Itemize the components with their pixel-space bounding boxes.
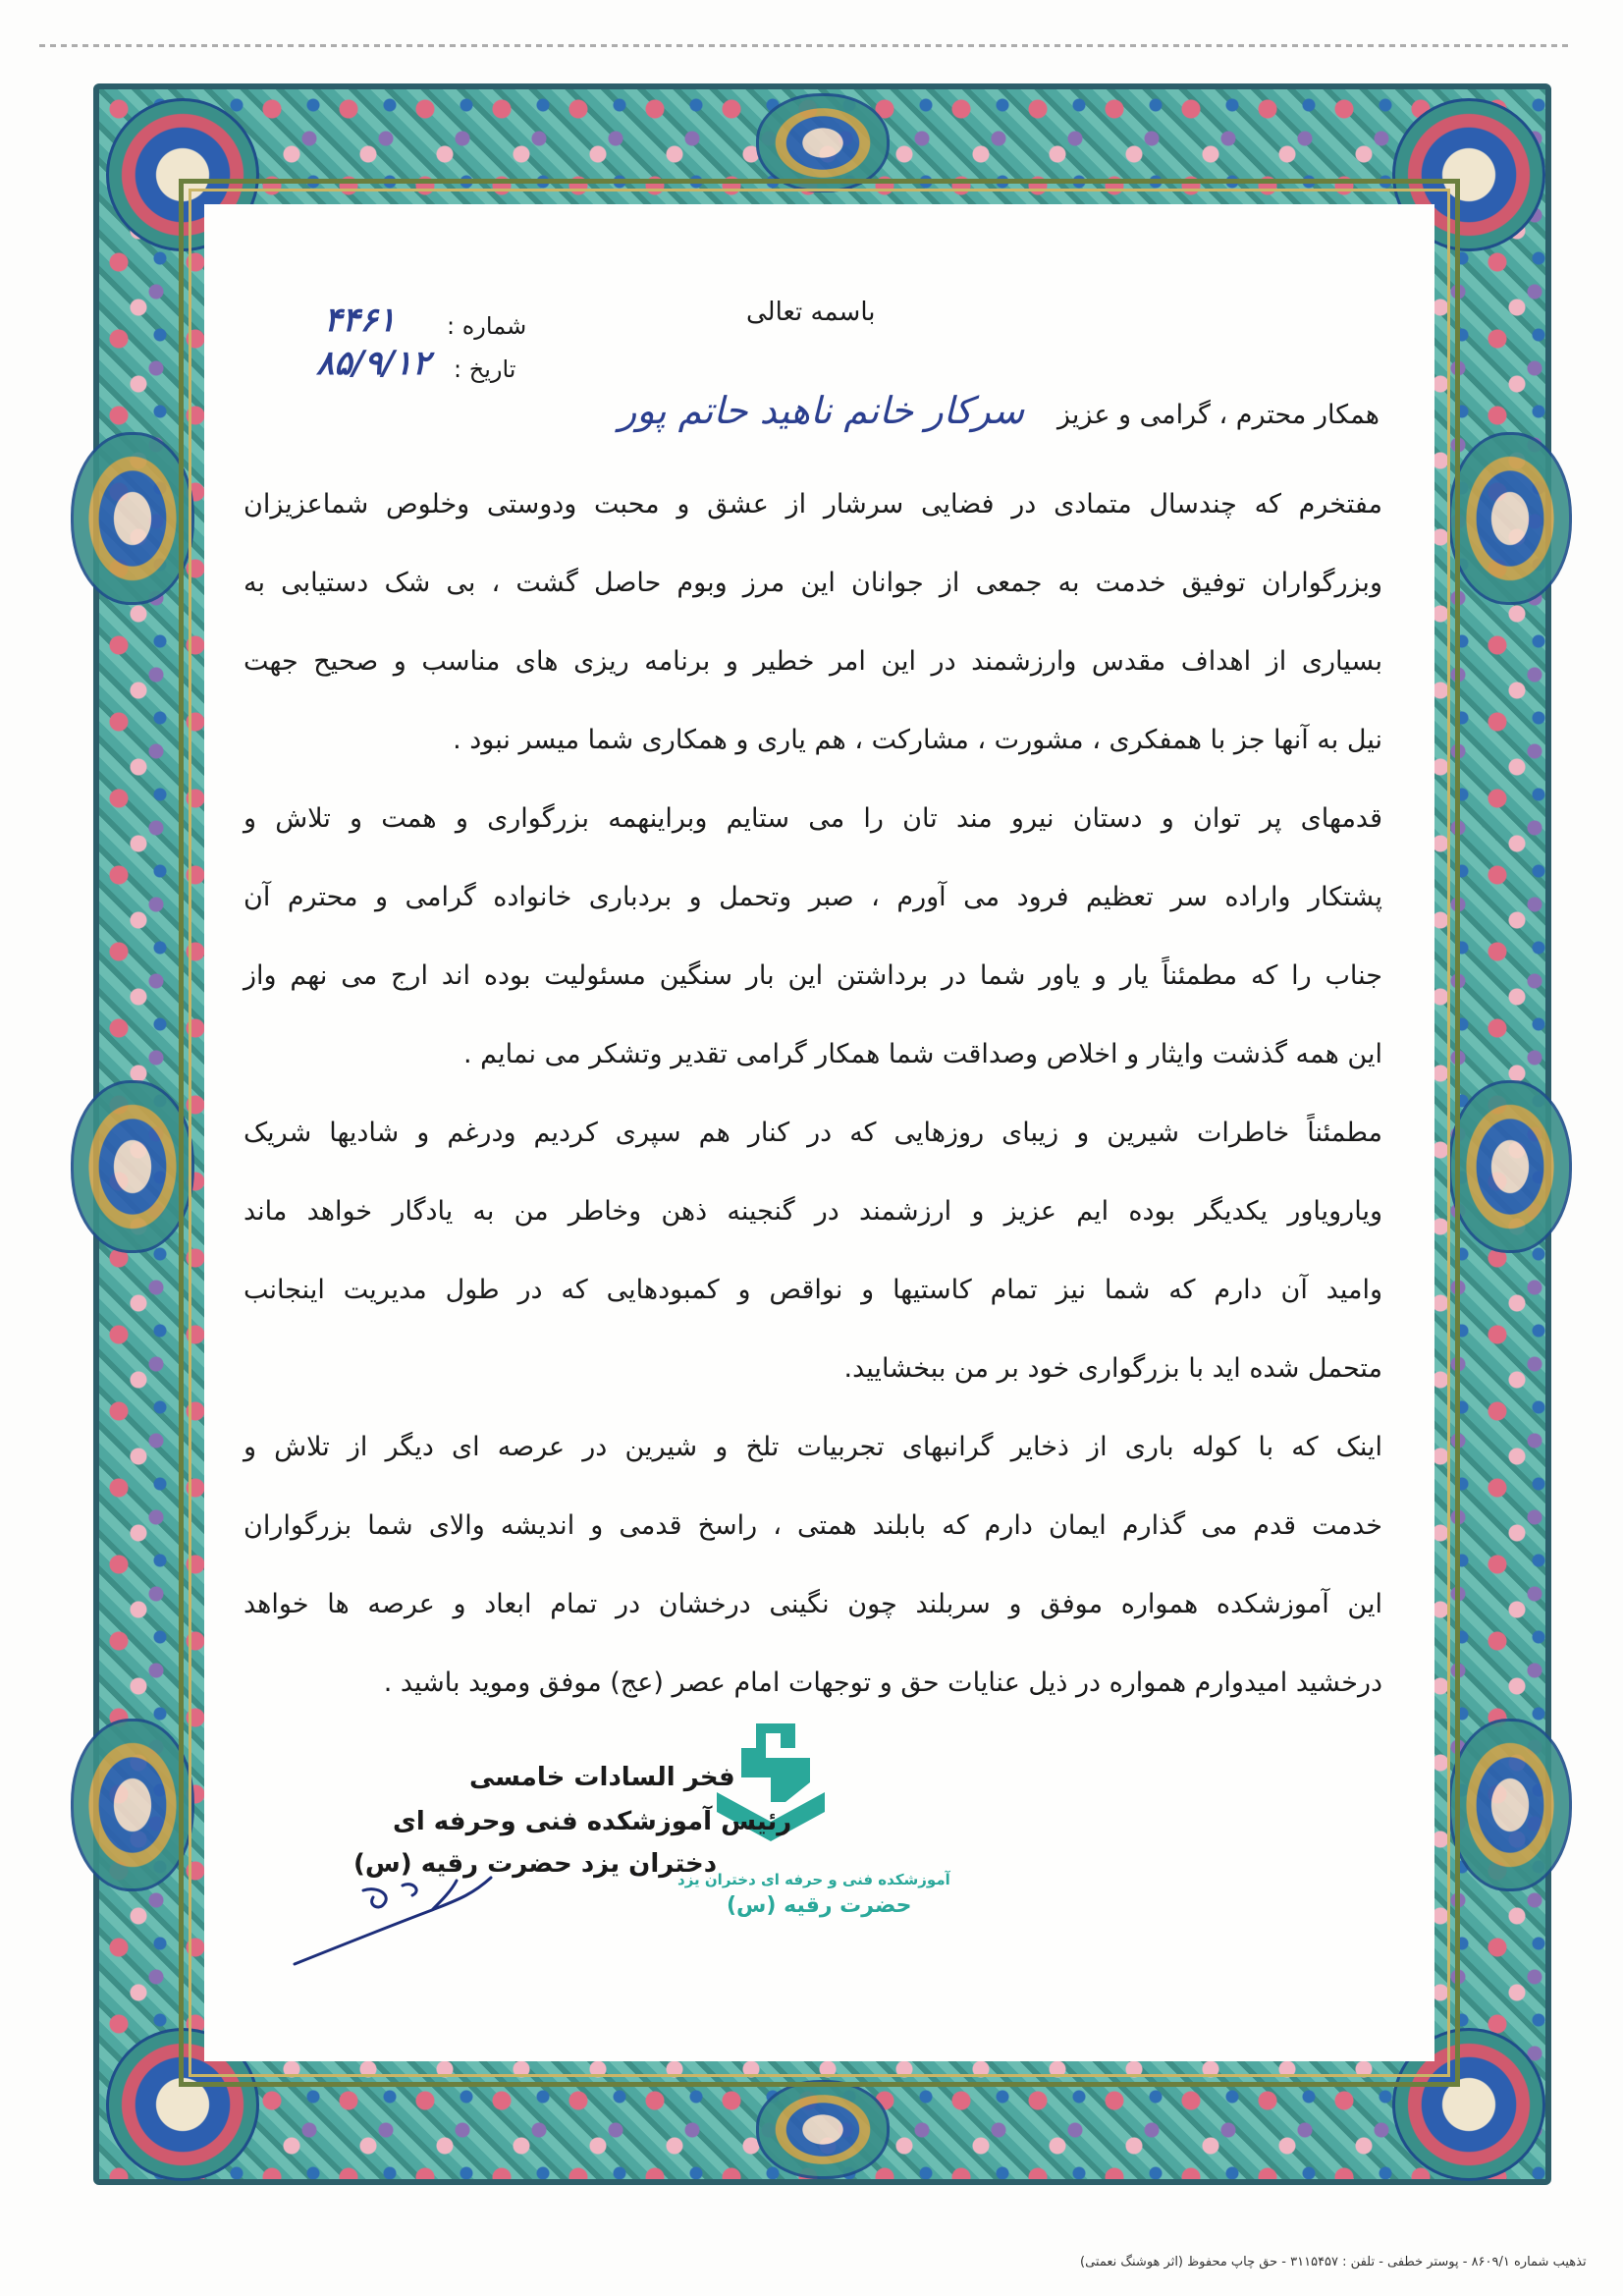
top-medallion xyxy=(756,93,890,192)
printer-footer: تذهیب شماره ۸۶۰۹/۱ - پوستر خطفی - تلفن : ۳۱۱۵۴۵۷ - حق چاپ محفوظ (اثر هوشنگ نعمتی) xyxy=(1080,2255,1587,2269)
signer-name: فخر السادات خامسی xyxy=(469,1763,735,1792)
salutation-prefix: همکار محترم ، گرامی و عزیز xyxy=(1057,400,1380,430)
body-line: متحمل شده اید با بزرگواری خود بر من ببخشایید. xyxy=(843,1353,1382,1384)
bottom-medallion xyxy=(756,2080,890,2179)
body-line: پشتکار واراده سر تعظیم فرود می آورم ، صبر وتحمل و بردباری خانواده گرامی و محترم آن xyxy=(243,882,1382,912)
recipient-name-handwritten: سرکار خانم ناهید حاتم پور xyxy=(619,389,1025,432)
right-medallion-3 xyxy=(1448,1719,1572,1891)
body-line: این آموزشکده همواره موفق و سربلند چون نگینی درخشان در تمام ابعاد و عرصه ها خواهد xyxy=(243,1589,1382,1619)
left-medallion-2 xyxy=(71,1080,194,1253)
handwritten-signature xyxy=(285,1866,530,1974)
body-line: ویارویاور یکدیگر بوده ایم عزیز و ارزشمند در گنجینه ذهن وخاطر من به یادگار خواهد ماند xyxy=(243,1196,1382,1227)
body-line: وبزرگواران توفیق خدمت به جمعی از جوانان این مرز وبوم حاصل گشت ، بی شک دستیابی به xyxy=(243,568,1382,598)
body-line: بسیاری از اهداف مقدس وارزشمند در این امر خطیر و برنامه ریزی های مناسب و صحیح جهت xyxy=(243,646,1382,677)
invocation: باسمه تعالی xyxy=(746,298,876,327)
body-line: مفتخرم که چندسال متمادی در فضایی سرشار از عشق و محبت ودوستی وخلوص شماعزیزان xyxy=(243,489,1382,519)
body-line: خدمت قدم می گذارم ایمان دارم که بابلند همتی ، راسخ قدمی و اندیشه والای شما بزرگواران xyxy=(243,1510,1382,1541)
signer-title: رئیس آموزشکده فنی وحرفه ای xyxy=(393,1807,792,1836)
body-line: وامید آن دارم که شما نیز تمام کاستیها و نواقص و کمبودهایی که در طول مدیریت اینجانب xyxy=(243,1275,1382,1305)
left-medallion-3 xyxy=(71,1719,194,1891)
body-line: اینک که با کوله باری از ذخایر گرانبهای تجربیات تلخ و شیرین در عرصه ای دیگر از تلاش و xyxy=(243,1432,1382,1462)
right-medallion-2 xyxy=(1448,1080,1572,1253)
date-value: ۸۵/۹/۱۲ xyxy=(316,344,431,383)
date-label: تاریخ : xyxy=(454,355,516,383)
body-line: جناب را که مطمئناً یار و یاور شما در برداشتن این بار سنگین مسئولیت بوده اند ارج می نهم واز xyxy=(243,960,1382,991)
body-line: مطمئناً خاطرات شیرین و زیبای روزهایی که در کنار هم سپری کردیم ودرغم و شادیها شریک xyxy=(243,1118,1382,1148)
body-line: نیل به آنها جز با همفکری ، مشورت ، مشارکت ، هم یاری و همکاری شما میسر نبود . xyxy=(453,725,1382,755)
left-medallion-1 xyxy=(71,432,194,605)
right-medallion-1 xyxy=(1448,432,1572,605)
body-line: این همه گذشت وایثار و اخلاص وصداقت شما همکار گرامی تقدیر وتشکر می نمایم . xyxy=(462,1039,1382,1069)
scan-artifact-line xyxy=(39,44,1571,47)
body-line: قدمهای پر توان و دستان نیرو مند تان را می ستایم وبراینهمه بزرگواری و همت و تلاش و xyxy=(243,803,1382,834)
seal-text-line2: حضرت رقیه (س) xyxy=(727,1893,912,1918)
number-label: شماره : xyxy=(447,312,527,340)
seal-text-line1: آموزشکده فنی و حرفه ای دختران یزد xyxy=(677,1871,950,1888)
signer-institution: دختران یزد حضرت رقیه (س) xyxy=(353,1849,718,1879)
body-line: درخشید امیدوارم همواره در ذیل عنایات حق و توجهات امام عصر (عج) موفق وموید باشید . xyxy=(383,1667,1382,1698)
number-value: ۴۴۶۱ xyxy=(324,301,397,340)
